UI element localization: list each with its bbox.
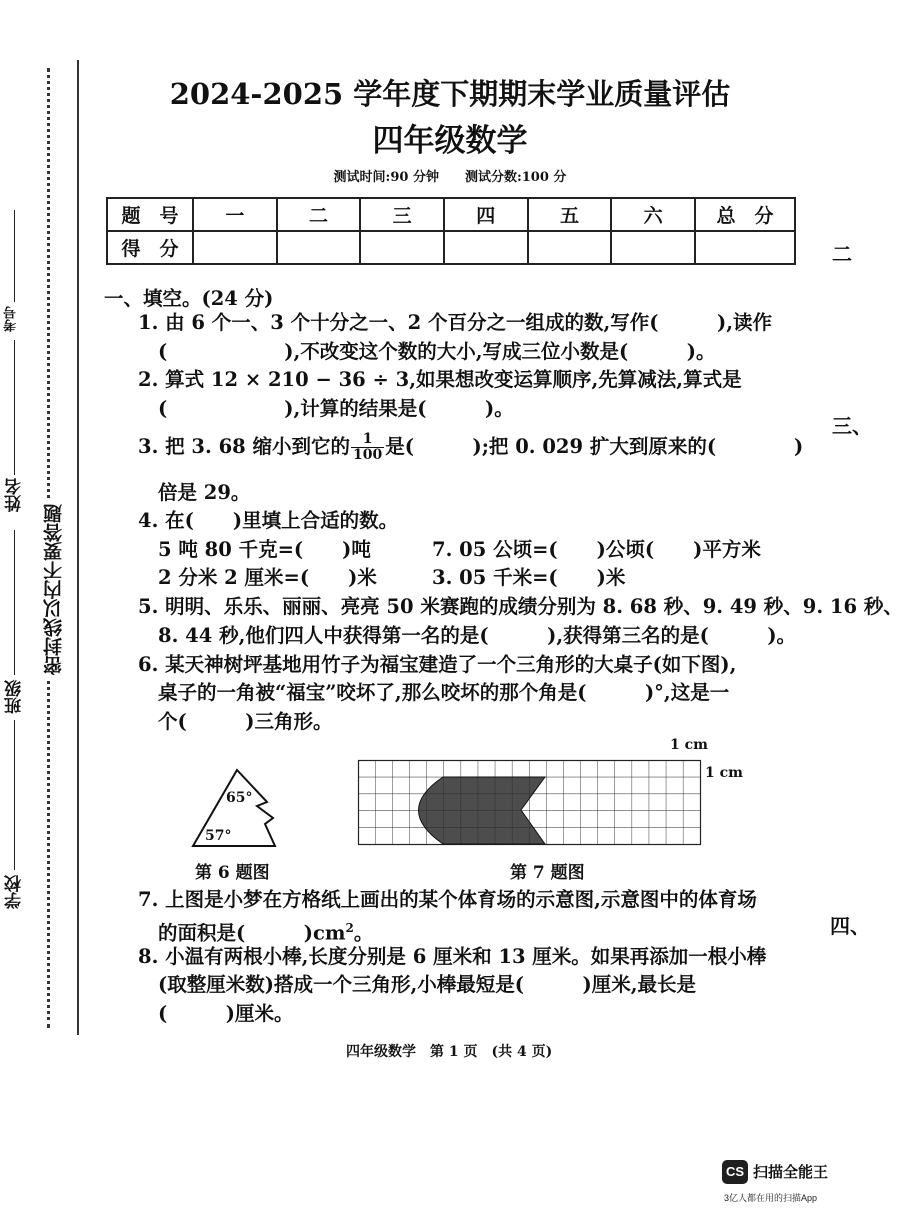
q5-line2: 8. 44 秒,他们四人中获得第一名的是( ),获得第三名的是( )。	[158, 624, 797, 647]
score-cell-3: 三	[360, 198, 444, 231]
fig6-angle-top: 65°	[226, 790, 253, 806]
right-edge-mark-2: 二	[832, 242, 852, 266]
q4-item-d: 3. 05 千米=( )米	[432, 566, 626, 589]
q7-line1: 7. 上图是小梦在方格纸上画出的某个体育场的示意图,示意图中的体育场	[138, 888, 757, 911]
solid-line	[77, 60, 79, 1035]
page-footer: 四年级数学 第 1 页 (共 4 页)	[346, 1044, 553, 1060]
seal-text: 密封线以内不要答题	[40, 500, 67, 679]
score-blank[interactable]	[695, 231, 795, 264]
q7-line2-text: 的面积是( )cm	[158, 921, 346, 945]
score-cell-4: 四	[444, 198, 528, 231]
fig6-caption: 第 6 题图	[195, 863, 270, 883]
q4-item-b: 7. 05 公顷=( )公顷( )平方米	[432, 538, 761, 561]
score-cell-6: 六	[611, 198, 695, 231]
q6-line2: 桌子的一角被“福宝”咬坏了,那么咬坏的那个角是( )°,这是一	[158, 681, 730, 704]
score-blank[interactable]	[277, 231, 361, 264]
fraction-denominator: 100	[353, 447, 383, 463]
class-blank-line	[14, 530, 15, 675]
fraction-numerator: 1	[351, 432, 384, 448]
score-row-label: 得 分	[107, 231, 193, 264]
page-title: 2024-2025 学年度下期期末学业质量评估	[169, 77, 731, 111]
score-cell-5: 五	[528, 198, 612, 231]
q6-line3: 个( )三角形。	[158, 710, 333, 733]
q7-line2-end: 。	[353, 921, 374, 945]
score-blank[interactable]	[444, 231, 528, 264]
q3-line1	[138, 432, 803, 463]
q1-line1: 1. 由 6 个一、3 个十分之一、2 个百分之一组成的数,写作( ),读作	[138, 311, 773, 334]
score-cell-label: 题 号	[107, 198, 193, 231]
right-edge-mark-4: 四、	[830, 914, 870, 938]
figure-7-grid	[358, 760, 704, 846]
score-cell-1: 一	[193, 198, 277, 231]
score-blank[interactable]	[528, 231, 612, 264]
q8-line3: ( )厘米。	[158, 1002, 294, 1025]
score-blank[interactable]	[193, 231, 277, 264]
score-table-header-row	[107, 198, 795, 231]
right-edge-mark-3: 三、	[832, 414, 872, 438]
q8-line1: 8. 小温有两根小棒,长度分别是 6 厘米和 13 厘米。如果再添加一根小棒	[138, 945, 767, 968]
watermark-name: 扫描全能王	[753, 1164, 829, 1181]
binding-margin	[0, 60, 80, 1040]
q4-item-a: 5 吨 80 千克=( )吨	[158, 538, 371, 561]
score-table	[106, 197, 796, 265]
q3-line2: 倍是 29。	[158, 481, 251, 504]
name-label: 姓名	[5, 478, 25, 512]
q6-line1: 6. 某天神树坪基地用竹子为福宝建造了一个三角形的大桌子(如下图),	[138, 653, 737, 676]
fig7-unit-width: 1 cm	[670, 737, 708, 753]
q8-line2: (取整厘米数)搭成一个三角形,小棒最短是( )厘米,最长是	[158, 973, 696, 996]
q2-line2: ( ),计算的结果是( )。	[158, 397, 514, 420]
q3-post: 是( );把 0. 029 扩大到原来的( )	[385, 435, 804, 458]
fig6-angle-bottom: 57°	[205, 828, 232, 844]
school-blank-line	[14, 720, 15, 870]
page-subtitle: 四年级数学	[372, 123, 528, 159]
scanner-watermark	[722, 1160, 847, 1208]
class-label: 班级	[5, 680, 25, 714]
fig7-caption: 第 7 题图	[510, 863, 585, 883]
q5-line1: 5. 明明、乐乐、丽丽、亮亮 50 米赛跑的成绩分别为 8. 68 秒、9. 49 秒、9. 16 秒、	[138, 595, 903, 618]
q7-superscript: 2	[345, 921, 354, 935]
q4-line1: 4. 在( )里填上合适的数。	[138, 509, 399, 532]
q4-item-c: 2 分米 2 厘米=( )米	[158, 566, 377, 589]
fig7-unit-height: 1 cm	[705, 765, 743, 781]
test-info: 测试时间:90 分钟 测试分数:100 分	[333, 170, 567, 185]
number-label: 考号	[4, 306, 19, 332]
cs-badge: CS	[722, 1160, 748, 1184]
score-cell-2: 二	[277, 198, 361, 231]
number-blank-line	[14, 210, 15, 302]
school-label: 学校	[5, 875, 25, 909]
score-table-score-row	[107, 231, 795, 264]
section-heading: 一、填空。(24 分)	[104, 287, 274, 310]
q2-line1: 2. 算式 12 × 210 − 36 ÷ 3,如果想改变运算顺序,先算减法,算式是	[138, 368, 742, 391]
q1-line2: ( ),不改变这个数的大小,写成三位小数是( )。	[158, 340, 716, 363]
score-blank[interactable]	[611, 231, 695, 264]
name-blank-line	[14, 340, 15, 475]
q3-pre: 3. 把 3. 68 缩小到它的	[138, 435, 351, 458]
watermark-tagline: 3亿人都在用的扫描App	[724, 1193, 818, 1203]
score-blank[interactable]	[360, 231, 444, 264]
fraction	[351, 432, 384, 463]
score-cell-total: 总 分	[695, 198, 795, 231]
